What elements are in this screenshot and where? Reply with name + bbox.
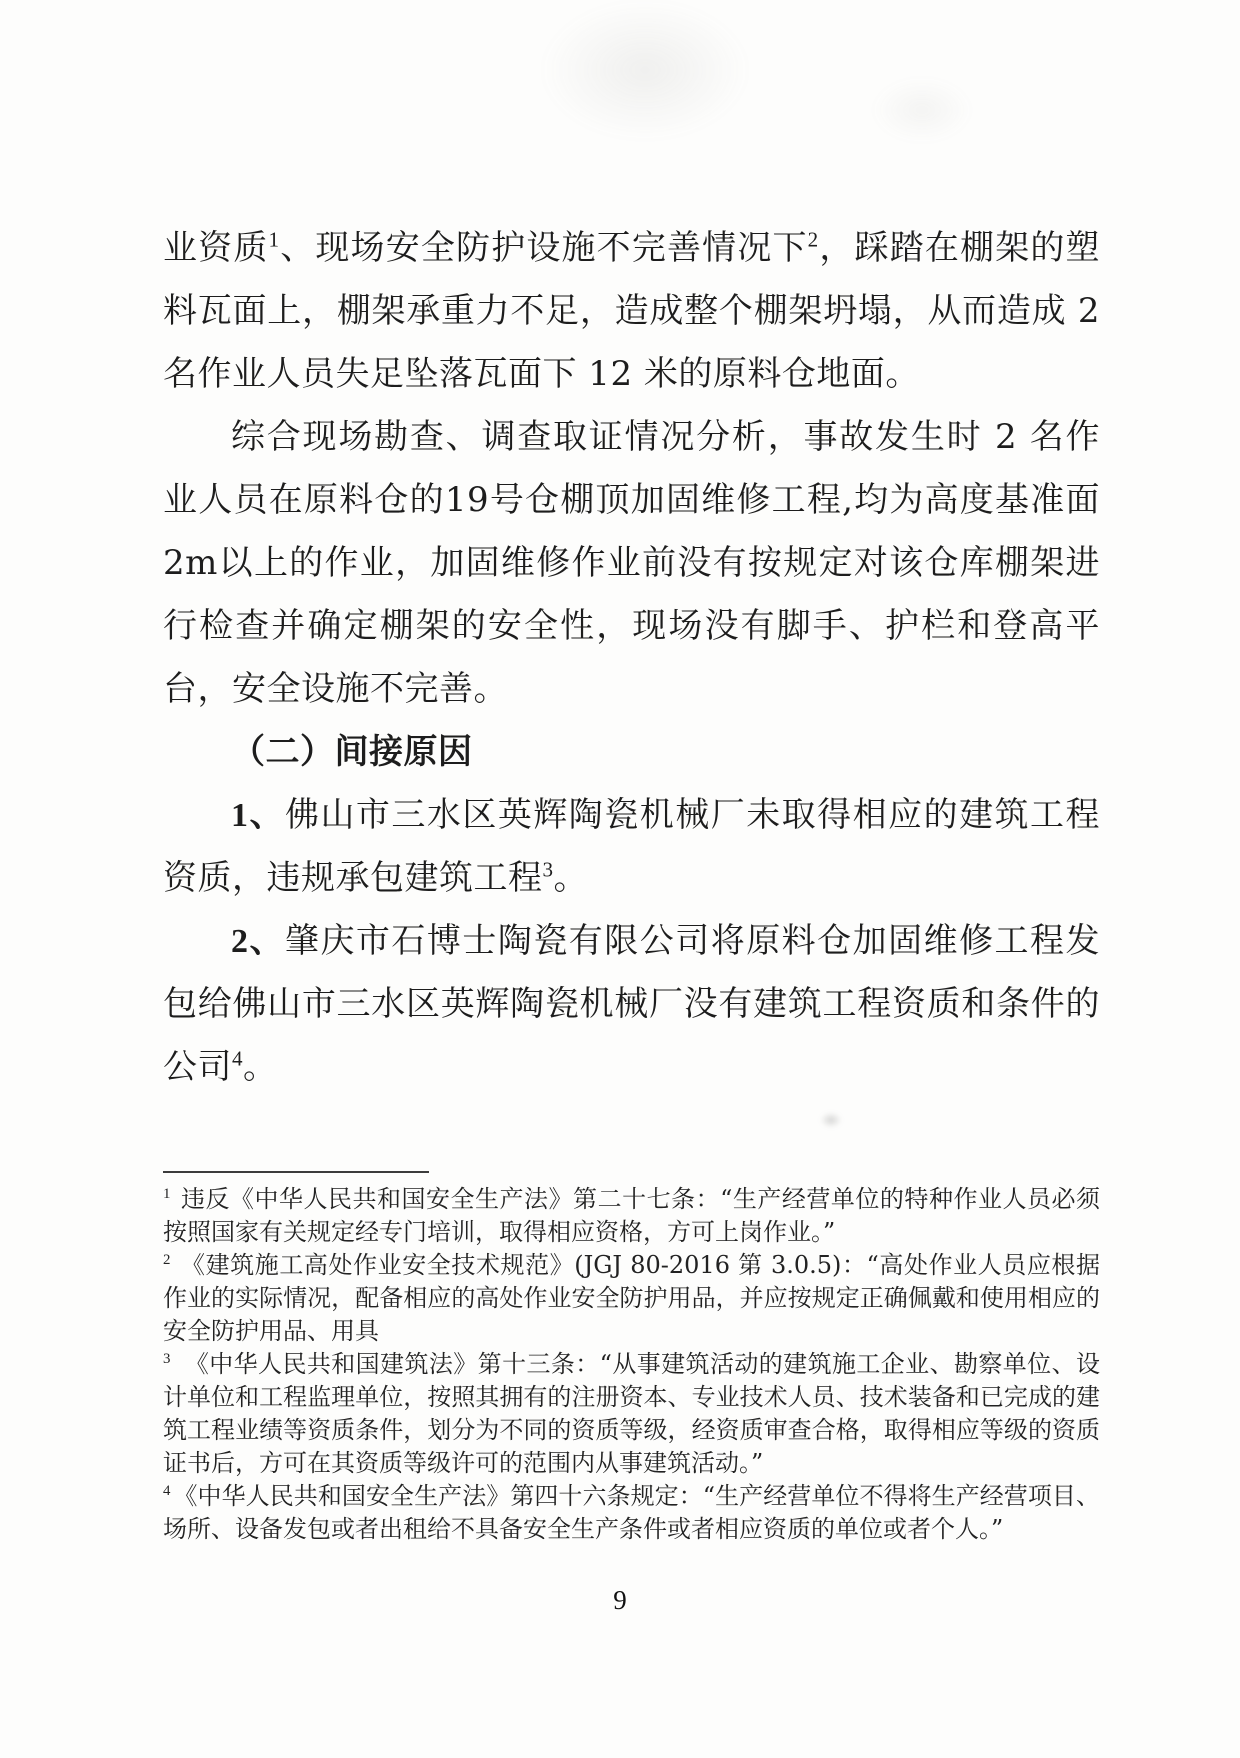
list-number: 2、 [231, 923, 285, 960]
footnote-text: 《建筑施工高处作业安全技术规范》(JGJ 80-2016 第 3.0.5)：“高处作业人员应根据作业的实际情况，配备相应的高处作业安全防护用品，并应按规定正确佩戴和使用相应的安全防护用品、用具 [163, 1251, 1100, 1345]
footnote-1 [163, 1183, 1100, 1249]
scan-smudge [540, 0, 750, 140]
footnote-text: 《中华人民共和国安全生产法》第四十六条规定：“生产经营单位不得将生产经营项目、场所、设备发包或者出租给不具备安全生产条件或者相应资质的单位或者个人。” [163, 1482, 1100, 1543]
footnote-ref-4: 4 [232, 1046, 244, 1071]
body-text-run: ，踩踏在棚架的塑料瓦面上，棚架承重力不足，造成整个棚架坍塌，从而造成 2 名作业人员失足坠落瓦面下 12 米的原料仓地面。 [163, 228, 1101, 394]
body-text-run: 、现场安全防护设施不完善情况下 [279, 228, 808, 268]
footnote-separator-rule [163, 1171, 429, 1173]
body-text-run: 肇庆市石博士陶瓷有限公司将原料仓加固维修工程发包给佛山市三水区英辉陶瓷机械厂没有建筑工程资质和条件的公司 [163, 921, 1101, 1087]
list-number: 1、 [231, 797, 285, 834]
footnote-3 [163, 1348, 1100, 1480]
footnote-4 [163, 1480, 1100, 1546]
footnote-marker-1: 1 [163, 1186, 171, 1202]
body-text-run: 业资质 [163, 228, 269, 268]
footnote-ref-1: 1 [268, 227, 280, 252]
footnote-ref-3: 3 [542, 857, 554, 882]
body-text-run: 佛山市三水区英辉陶瓷机械厂未取得相应的建筑工程资质，违规承包建筑工程 [163, 795, 1101, 898]
footnote-marker-2: 2 [163, 1252, 171, 1268]
paragraph-cause-1 [163, 784, 1100, 910]
footnote-text: 《中华人民共和国建筑法》第十三条：“从事建筑活动的建筑施工企业、勘察单位、设计单位和工程监理单位，按照其拥有的注册资本、专业技术人员、技术装备和已完成的建筑工程业绩等资质条件，划分为不同的资质等级，经资质审查合格，取得相应等级的资质证书后，方可在其资质等级许可的范围内从事建筑活动。” [163, 1350, 1100, 1477]
footnote-marker-3: 3 [163, 1351, 171, 1367]
footnote-2 [163, 1249, 1100, 1348]
body-text-block [163, 217, 1100, 1099]
scan-smudge [872, 78, 972, 142]
paragraph-continuation [163, 217, 1100, 406]
paragraph-analysis [163, 406, 1100, 721]
page-number: 9 [613, 1585, 627, 1615]
body-text-run: 综合现场勘查、调查取证情况分析，事故发生时 2 名作业人员在原料仓的19号仓棚顶加固维修工程,均为高度基准面2m以上的作业，加固维修作业前没有按规定对该仓库棚架进行检查并确定棚架的安全性，现场没有脚手、护栏和登高平台，安全设施不完善。 [163, 417, 1100, 709]
paragraph-cause-2 [163, 910, 1100, 1099]
footnote-ref-2: 2 [807, 227, 819, 252]
scan-speck [820, 1112, 842, 1128]
footnotes-section [163, 1171, 1100, 1546]
footnote-text: 违反《中华人民共和国安全生产法》第二十七条：“生产经营单位的特种作业人员必须按照国家有关规定经专门培训，取得相应资格，方可上岗作业。” [163, 1185, 1100, 1246]
section-heading-indirect-causes [163, 721, 1100, 784]
body-text-run: 。 [553, 858, 589, 898]
footnote-marker-4: 4 [163, 1483, 171, 1499]
body-text-run: 。 [243, 1047, 278, 1087]
heading-text: （二）间接原因 [231, 732, 473, 772]
